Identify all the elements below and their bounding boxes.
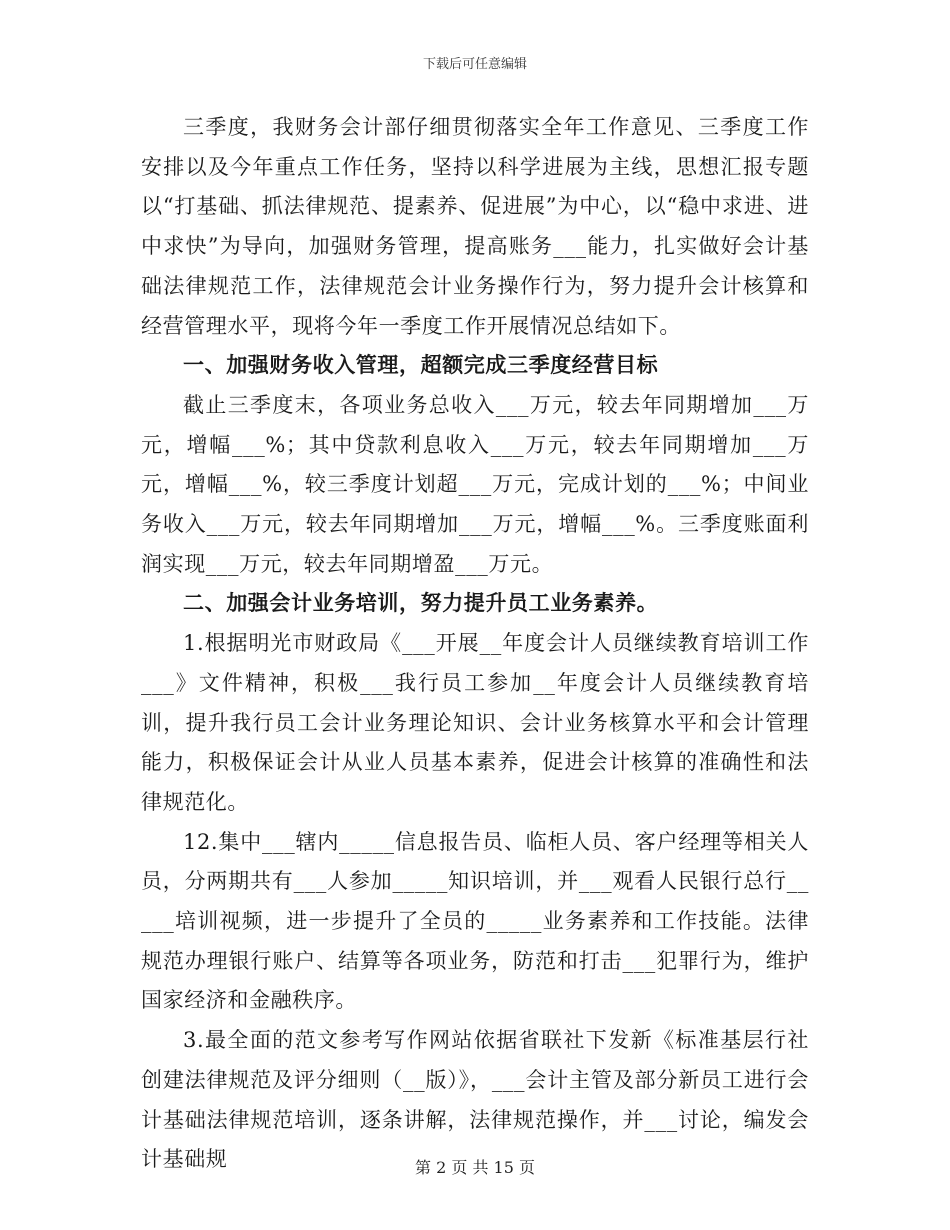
intro-paragraph: 三季度，我财务会计部仔细贯彻落实全年工作意见、三季度工作安排以及今年重点工作任务，坚持以科学进展为主线，思想汇报专题以“打基础、抓法律规范、提素养、促进展”为中心，以“稳中求进、进中求快”为导向，加强财务管理，提高账务___能力，扎实做好会计基础法律规范工作，法律规范会计业务操作行为，努力提升会计核算和经营管理水平，现将今年一季度工作开展情况总结如下。 [141, 115, 809, 338]
section-heading-1: 一、加强财务收入管理，超额完成三季度经营目标 [183, 353, 659, 378]
list-item-2: 12.集中___辖内_____信息报告员、临柜人员、客户经理等相关人员，分两期共有___人参加_____知识培训，并___观看人民银行总行_____培训视频，进一步提升了全员的_____业务素养和工作技能。法律规范办理银行账户、结算等各项业务，防范和打击___犯罪行为，维护国家经济和金融秩序。 [141, 829, 809, 1013]
page-number: 第 2 页 共 15 页 [415, 1158, 535, 1177]
list-item-3: 3.最全面的范文参考写作网站依据省联社下发新《标准基层行社创建法律规范及评分细则（__版）》，___会计主管及部分新员工进行会计基础法律规范培训，逐条讲解，法律规范操作，并___讨论，编发会计基础规 [141, 1028, 809, 1172]
page-header-note: 下载后可任意编辑 [422, 57, 527, 72]
document-body [141, 108, 809, 1180]
section-heading-2: 二、加强会计业务培训，努力提升员工业务素养。 [183, 591, 659, 616]
section-1-paragraph: 截止三季度末，各项业务总收入___万元，较去年同期增加___万元，增幅___%；其中贷款利息收入___万元，较去年同期增加___万元，增幅___%，较三季度计划超___万元，完成计划的___%；中间业务收入___万元，较去年同期增加___万元，增幅___%。三季度账面利润实现___万元，较去年同期增盈___万元。 [141, 392, 809, 576]
list-item-1: 1.根据明光市财政局《___开展__年度会计人员继续教育培训工作___》文件精神，积极___我行员工参加__年度会计人员继续教育培训，提升我行员工会计业务理论知识、会计业务核算水平和会计管理能力，积极保证会计从业人员基本素养，促进会计核算的准确性和法律规范化。 [141, 631, 809, 814]
